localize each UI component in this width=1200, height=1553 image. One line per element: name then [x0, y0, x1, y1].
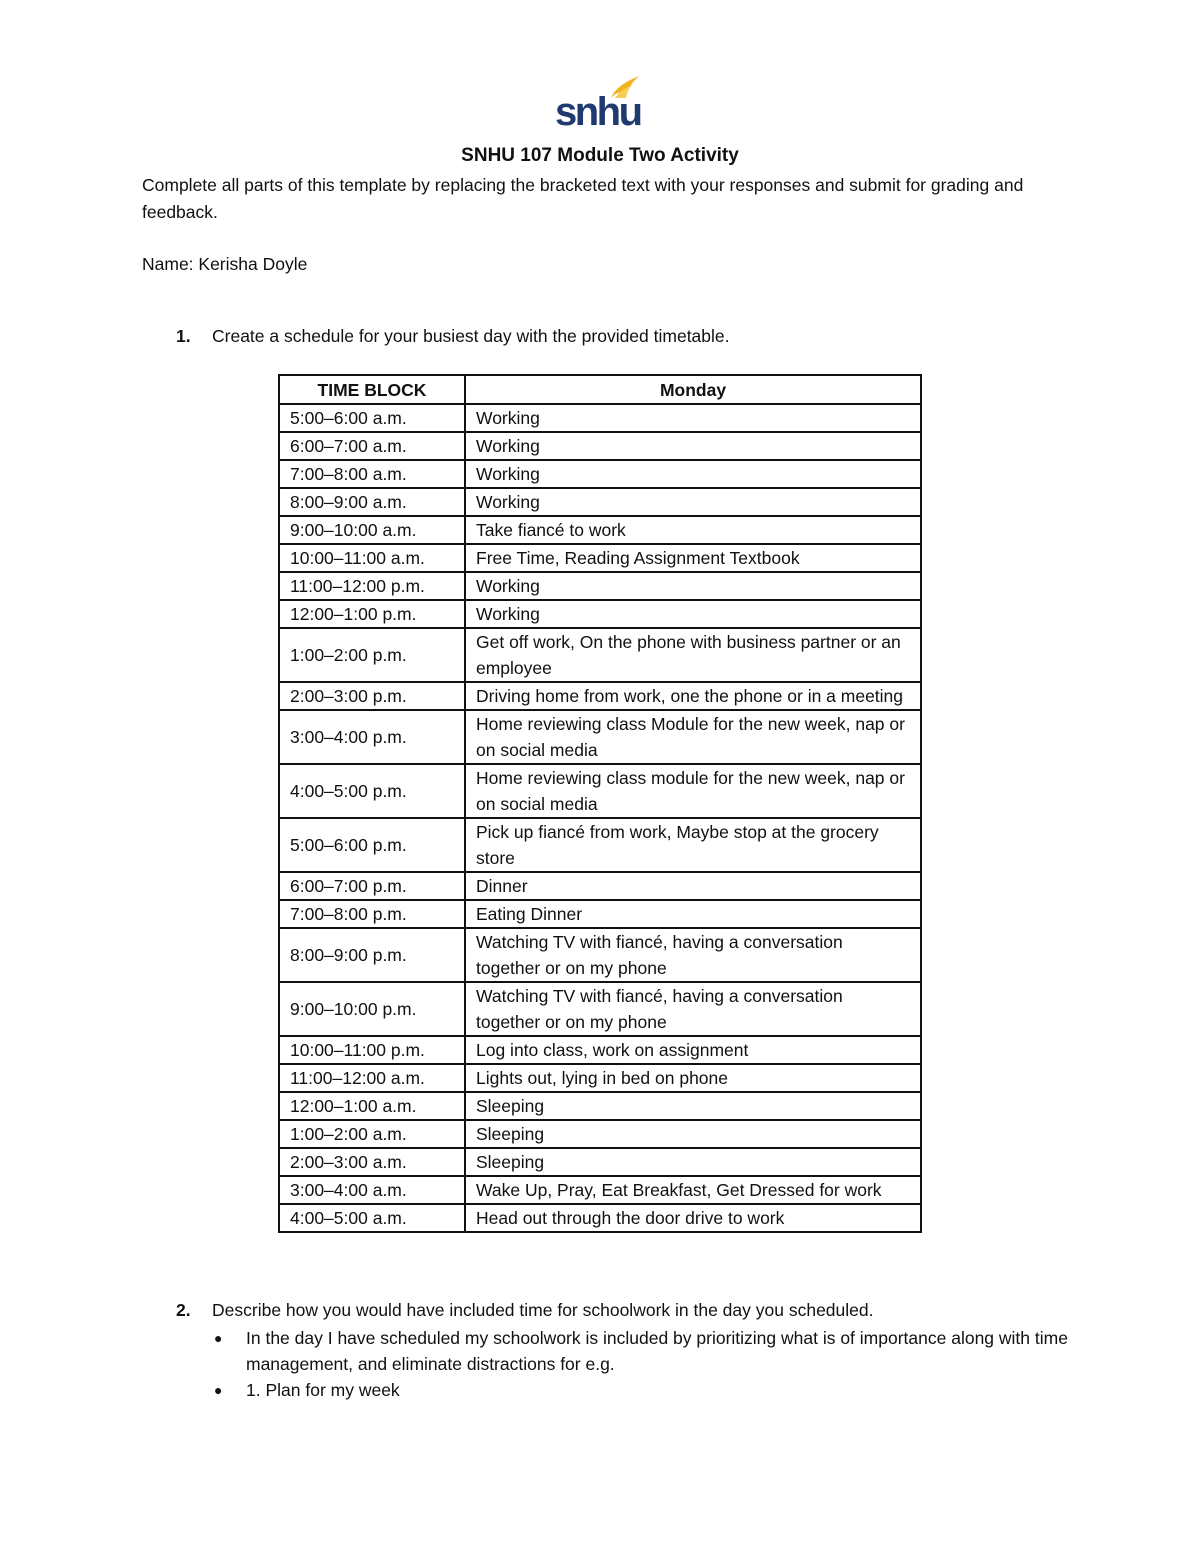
activity-cell: Working: [465, 432, 921, 460]
table-row: [279, 600, 921, 628]
table-row: [279, 1036, 921, 1064]
activity-cell: Working: [465, 572, 921, 600]
page-title: SNHU 107 Module Two Activity: [461, 145, 739, 166]
table-row: [279, 1176, 921, 1204]
table-row: [279, 1120, 921, 1148]
table-row: [279, 572, 921, 600]
activity-cell: Driving home from work, one the phone or in a meeting: [465, 682, 921, 710]
table-header-row: [279, 375, 921, 404]
activity-cell: Pick up fiancé from work, Maybe stop at the grocery store: [465, 818, 921, 872]
table-row: [279, 516, 921, 544]
activity-cell: Watching TV with fiancé, having a conversation together or on my phone: [465, 982, 921, 1036]
activity-cell: Watching TV with fiancé, having a conversation together or on my phone: [465, 928, 921, 982]
time-block-cell: 5:00–6:00 p.m.: [279, 818, 465, 872]
question-1: [142, 323, 1062, 350]
time-block-cell: 10:00–11:00 p.m.: [279, 1036, 465, 1064]
time-block-cell: 6:00–7:00 p.m.: [279, 872, 465, 900]
time-block-cell: 3:00–4:00 a.m.: [279, 1176, 465, 1204]
table-row: [279, 764, 921, 818]
schedule-table: [278, 374, 922, 1233]
time-block-cell: 5:00–6:00 a.m.: [279, 404, 465, 432]
activity-cell: Lights out, lying in bed on phone: [465, 1064, 921, 1092]
schedule-table-body: [279, 404, 921, 1232]
logo-wordmark: snhu: [555, 90, 641, 134]
time-block-cell: 7:00–8:00 p.m.: [279, 900, 465, 928]
table-row: [279, 900, 921, 928]
question-number: 1.: [176, 326, 191, 346]
bullet-icon: ●: [214, 1382, 223, 1398]
table-row: [279, 710, 921, 764]
table-row: [279, 544, 921, 572]
time-block-cell: 12:00–1:00 p.m.: [279, 600, 465, 628]
bullet-icon: ●: [214, 1330, 223, 1346]
table-row: [279, 1148, 921, 1176]
table-row: [279, 404, 921, 432]
time-block-cell: 1:00–2:00 a.m.: [279, 1120, 465, 1148]
time-block-cell: 6:00–7:00 a.m.: [279, 432, 465, 460]
time-block-cell: 2:00–3:00 p.m.: [279, 682, 465, 710]
time-block-cell: 4:00–5:00 a.m.: [279, 1204, 465, 1232]
table-row: [279, 682, 921, 710]
time-block-cell: 9:00–10:00 a.m.: [279, 516, 465, 544]
time-block-cell: 10:00–11:00 a.m.: [279, 544, 465, 572]
time-block-cell: 11:00–12:00 a.m.: [279, 1064, 465, 1092]
time-block-cell: 11:00–12:00 p.m.: [279, 572, 465, 600]
table-row: [279, 432, 921, 460]
time-block-cell: 8:00–9:00 p.m.: [279, 928, 465, 982]
activity-cell: Dinner: [465, 872, 921, 900]
activity-cell: Eating Dinner: [465, 900, 921, 928]
activity-cell: Sleeping: [465, 1148, 921, 1176]
activity-cell: Log into class, work on assignment: [465, 1036, 921, 1064]
activity-cell: Head out through the door drive to work: [465, 1204, 921, 1232]
activity-cell: Working: [465, 600, 921, 628]
question-text: Describe how you would have included time for schoolwork in the day you scheduled.: [212, 1300, 874, 1320]
time-block-cell: 9:00–10:00 p.m.: [279, 982, 465, 1036]
time-block-cell: 12:00–1:00 a.m.: [279, 1092, 465, 1120]
bullet-item: [212, 1377, 1072, 1403]
activity-cell: Wake Up, Pray, Eat Breakfast, Get Dressed for work: [465, 1176, 921, 1204]
activity-cell: Take fiancé to work: [465, 516, 921, 544]
snhu-logo: [555, 74, 639, 132]
time-block-cell: 4:00–5:00 p.m.: [279, 764, 465, 818]
column-header-day: Monday: [465, 375, 921, 404]
activity-cell: Sleeping: [465, 1092, 921, 1120]
time-block-cell: 3:00–4:00 p.m.: [279, 710, 465, 764]
instructions-text: Complete all parts of this template by replacing the bracketed text with your responses and submit for grading and feedback.: [142, 175, 1024, 222]
student-name: Name: Kerisha Doyle: [142, 254, 308, 274]
bullet-text: In the day I have scheduled my schoolwork is included by prioritizing what is of importance along with time management, and eliminate distractions for e.g.: [246, 1328, 1068, 1374]
time-block-cell: 7:00–8:00 a.m.: [279, 460, 465, 488]
activity-cell: Home reviewing class Module for the new week, nap or on social media: [465, 710, 921, 764]
time-block-cell: 2:00–3:00 a.m.: [279, 1148, 465, 1176]
bullet-item: [212, 1325, 1072, 1377]
question-2: [142, 1297, 1062, 1324]
question-text: Create a schedule for your busiest day with the provided timetable.: [212, 326, 730, 346]
activity-cell: Home reviewing class module for the new week, nap or on social media: [465, 764, 921, 818]
question-number: 2.: [176, 1300, 191, 1320]
table-row: [279, 1064, 921, 1092]
table-row: [279, 872, 921, 900]
table-row: [279, 1204, 921, 1232]
column-header-time-block: TIME BLOCK: [279, 375, 465, 404]
activity-cell: Working: [465, 488, 921, 516]
table-row: [279, 460, 921, 488]
table-row: [279, 818, 921, 872]
bullet-text: 1. Plan for my week: [246, 1380, 400, 1400]
table-row: [279, 488, 921, 516]
time-block-cell: 1:00–2:00 p.m.: [279, 628, 465, 682]
table-row: [279, 1092, 921, 1120]
activity-cell: Sleeping: [465, 1120, 921, 1148]
table-row: [279, 982, 921, 1036]
table-row: [279, 928, 921, 982]
table-row: [279, 628, 921, 682]
activity-cell: Free Time, Reading Assignment Textbook: [465, 544, 921, 572]
activity-cell: Get off work, On the phone with business partner or an employee: [465, 628, 921, 682]
time-block-cell: 8:00–9:00 a.m.: [279, 488, 465, 516]
answer-bullet-list: [212, 1325, 1072, 1403]
activity-cell: Working: [465, 460, 921, 488]
activity-cell: Working: [465, 404, 921, 432]
